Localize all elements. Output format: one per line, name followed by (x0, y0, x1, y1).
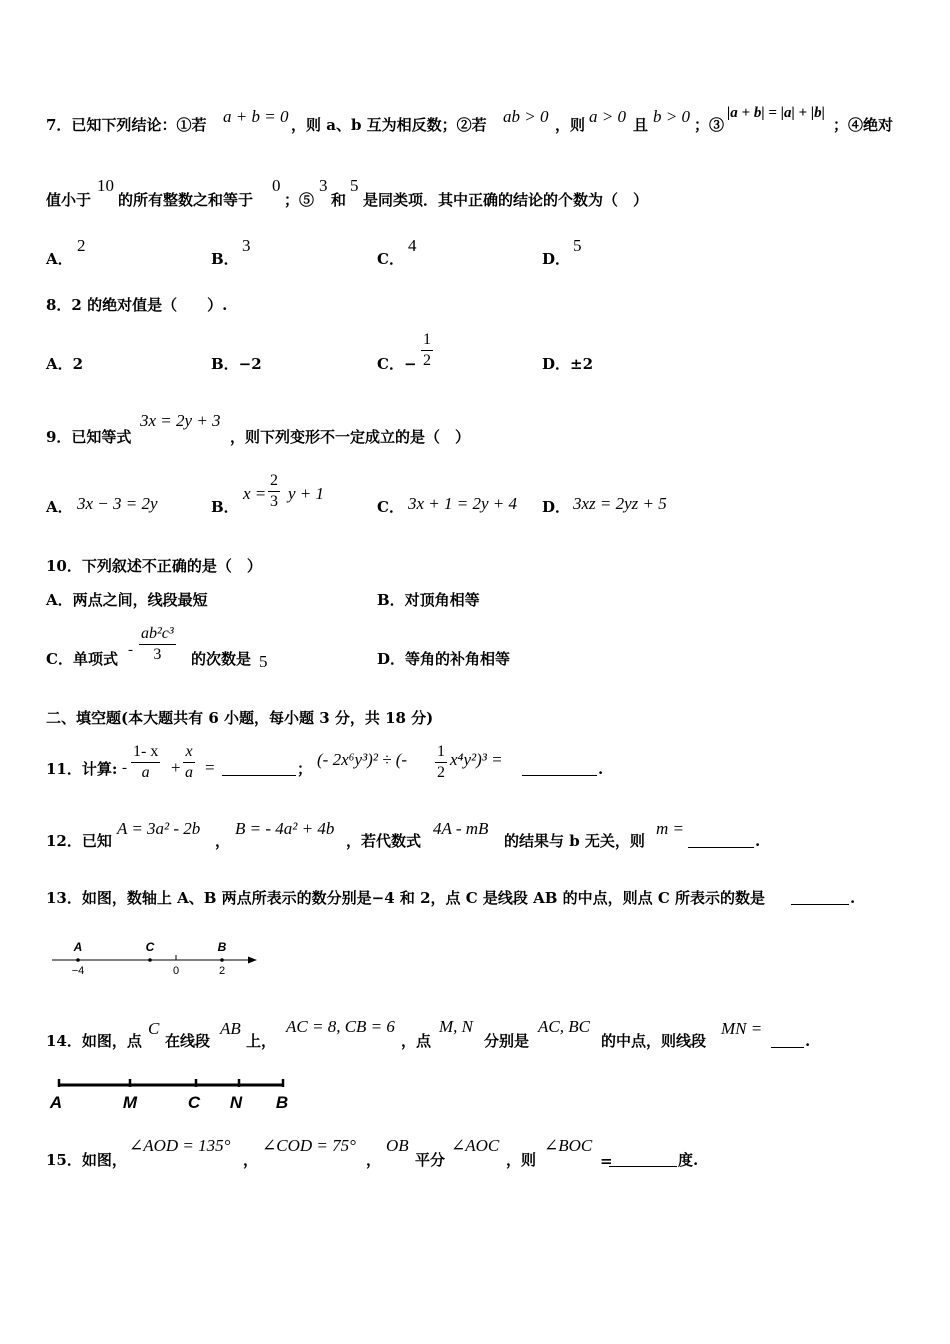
q7-math-1: a + b = 0 (223, 107, 289, 126)
q10-option-c-pre: C．单项式 (46, 650, 118, 668)
seg-label-c: C (187, 1093, 201, 1112)
q10-option-d: D．等角的补角相等 (377, 650, 511, 668)
q7-option-d-value: 5 (573, 236, 582, 255)
q8-option-d: D．±2 (542, 355, 594, 373)
number-line-figure (46, 936, 262, 978)
q12-end: . (755, 832, 761, 850)
q7-math-9: 5 (350, 176, 359, 195)
label-c: C (145, 940, 155, 954)
point-a-dot (76, 958, 80, 962)
q8-option-b: B．−2 (211, 355, 262, 373)
q11-answer-blank-1[interactable] (222, 775, 296, 776)
q9-option-d: 3xz = 2yz + 5 (573, 494, 667, 513)
q14-math-1: C (148, 1019, 160, 1038)
q9-option-a: 3x − 3 = 2y (77, 494, 158, 513)
q11-f3-denominator: 2 (437, 764, 445, 781)
q10-c-denominator: 3 (153, 646, 162, 663)
q8-option-c-label: C．− (377, 355, 417, 373)
q7-text-5: ；③ (694, 116, 725, 134)
q7-math-3: a > 0 (589, 107, 626, 126)
section-2-heading: 二、填空题(本大题共有 6 小题，每小题 3 分，共 18 分) (46, 709, 434, 727)
q7-text-7: 值小于 (46, 191, 92, 209)
q15-text-3: ，则 (506, 1151, 537, 1169)
label-a: A (73, 940, 83, 954)
q8-c-denominator: 2 (423, 352, 431, 369)
q14-text-2: 在线段 (165, 1032, 211, 1050)
q12-answer-blank[interactable] (688, 847, 754, 848)
segment-figure (46, 1074, 296, 1114)
q13-end: . (850, 889, 856, 907)
q9-text-2: ，则下列变形不一定成立的是（ ） (230, 428, 471, 446)
q12-text-1: 12．已知 (46, 832, 112, 850)
q14-math-3: AC = 8, CB = 6 (286, 1017, 395, 1036)
q7-math-8: 3 (319, 176, 328, 195)
point-c-dot (148, 958, 152, 962)
q15-end: 度. (678, 1151, 699, 1169)
q10-option-c-value: 5 (259, 652, 268, 671)
q9-option-b-fraction (268, 471, 280, 512)
q7-text-3: ，则 (555, 116, 586, 134)
q11-f1-numerator: 1- x (131, 742, 160, 763)
q15-comma-2: ， (366, 1151, 382, 1169)
q14-math-6: MN = (721, 1019, 763, 1038)
q12-math-4: m = (656, 819, 684, 838)
q7-text-11: 是同类项．其中正确的结论的个数为（ ） (363, 191, 649, 209)
q7-math-6: 10 (97, 176, 114, 195)
q15-math-2: ∠COD = 75° (262, 1136, 356, 1155)
q10-option-c-minus: - (128, 642, 133, 658)
q10-c-numerator: ab²c³ (139, 624, 176, 645)
seg-label-a: A (49, 1093, 63, 1112)
q11-fraction-3 (435, 742, 447, 783)
tick-label-0: 0 (172, 965, 180, 977)
q9-b-denominator: 3 (270, 493, 278, 510)
q10-stem: 10．下列叙述不正确的是（ ） (46, 557, 262, 575)
q14-text-4: ，点 (401, 1032, 432, 1050)
q14-answer-blank[interactable] (771, 1047, 804, 1048)
q12-text-3: 的结果与 b 无关，则 (504, 832, 645, 850)
q10-option-c-post: 的次数是 (191, 650, 252, 668)
q11-end: . (598, 760, 604, 778)
q14-text-5: 分别是 (484, 1032, 530, 1050)
q8-option-a: A．2 (46, 355, 84, 373)
q15-math-5: ∠BOC (544, 1136, 593, 1155)
q11-expr-2: (- 2x⁶y³)² ÷ (- (317, 750, 408, 769)
q9-option-c-label: C． (377, 498, 404, 516)
q10-option-c-fraction (139, 624, 176, 665)
q11-f2-denominator: a (185, 764, 193, 781)
q11-f1-denominator: a (141, 764, 150, 781)
q14-math-4: M, N (439, 1017, 473, 1036)
q15-text-2: 平分 (415, 1151, 446, 1169)
q14-text-3: 上， (246, 1032, 277, 1050)
q12-comma: ， (215, 832, 231, 850)
q11-fraction-2 (183, 742, 195, 783)
seg-label-n: N (229, 1093, 243, 1112)
q9-option-a-label: A． (46, 498, 73, 516)
q7-math-7: 0 (272, 176, 281, 195)
q7-text-4: 且 (633, 116, 649, 134)
q10-option-b: B．对顶角相等 (377, 591, 480, 609)
q9-option-d-label: D． (542, 498, 571, 516)
q15-text-1: 15．如图， (46, 1151, 127, 1169)
q7-option-b-label: B． (211, 250, 239, 268)
q13-text: 13．如图，数轴上 A、B 两点所表示的数分别是−4 和 2，点 C 是线段 AB 的中点，则点 C 所表示的数是 (46, 889, 766, 907)
label-b: B (217, 940, 227, 954)
q13-answer-blank[interactable] (791, 904, 849, 905)
q9-b-numerator: 2 (268, 471, 280, 492)
q11-f3-numerator: 1 (435, 742, 447, 763)
q7-option-a-label: A． (46, 250, 73, 268)
q9-option-c: 3x + 1 = 2y + 4 (408, 494, 518, 513)
q14-math-2: AB (220, 1019, 241, 1038)
q9-option-b-pre: x = (243, 484, 267, 503)
q7-text-6: ；④绝对 (833, 116, 894, 134)
q7-math-5: |a + b| = |a| + |b| (727, 105, 825, 121)
q15-math-3: OB (386, 1136, 409, 1155)
q12-math-1: A = 3a² - 2b (117, 819, 201, 838)
q14-text-6: 的中点，则线段 (601, 1032, 707, 1050)
q7-math-4: b > 0 (653, 107, 690, 126)
point-b-dot (220, 958, 224, 962)
q14-text-1: 14．如图，点 (46, 1032, 142, 1050)
q7-option-b-value: 3 (242, 236, 251, 255)
q7-option-c-label: C． (377, 250, 404, 268)
q11-plus: + (171, 758, 181, 777)
q7-option-a-value: 2 (77, 236, 86, 255)
q8-stem: 8．2 的绝对值是（ ）. (46, 296, 228, 314)
q15-math-4: ∠AOC (451, 1136, 500, 1155)
q7-option-c-value: 4 (408, 236, 417, 255)
q7-text-8: 的所有整数之和等于 (118, 191, 254, 209)
q11-fraction-1 (131, 742, 160, 783)
q14-end: . (805, 1032, 811, 1050)
q11-separator: ； (297, 760, 313, 778)
q7-text-1: 7．已知下列结论：①若 (46, 116, 207, 134)
q11-minus: - (122, 760, 127, 776)
q7-math-2: ab > 0 (503, 107, 549, 126)
q15-comma-1: ， (243, 1151, 259, 1169)
tick-label-2: 2 (218, 965, 226, 977)
q12-text-2: ，若代数式 (346, 832, 422, 850)
q14-math-5: AC, BC (538, 1017, 590, 1036)
q12-math-3: 4A - mB (433, 819, 489, 838)
q11-text-1: 11．计算: (46, 760, 118, 778)
q11-answer-blank-2[interactable] (522, 775, 597, 776)
q11-expr-2b: x⁴y²)³ = (450, 750, 503, 769)
q15-answer-blank[interactable] (609, 1166, 677, 1167)
q7-text-10: 和 (331, 191, 347, 209)
q11-equals: = (205, 758, 215, 777)
q15-equals: = (600, 1152, 613, 1170)
q8-c-numerator: 1 (421, 330, 433, 351)
q7-option-d-label: D． (542, 250, 571, 268)
q10-option-a: A．两点之间，线段最短 (46, 591, 208, 609)
q9-option-b-post: y + 1 (288, 484, 325, 503)
q8-option-c-fraction (421, 330, 433, 371)
q9-math-1: 3x = 2y + 3 (140, 411, 221, 430)
q15-math-1: ∠AOD = 135° (129, 1136, 231, 1155)
seg-label-b: B (275, 1093, 289, 1112)
q9-text-1: 9．已知等式 (46, 428, 132, 446)
seg-label-m: M (122, 1093, 138, 1112)
q7-text-2: ，则 a、b 互为相反数；②若 (291, 116, 487, 134)
q7-text-9: ；⑤ (284, 191, 315, 209)
q11-f2-numerator: x (183, 742, 195, 763)
number-line-arrow (248, 957, 257, 964)
q9-option-b-label: B． (211, 498, 239, 516)
q12-math-2: B = - 4a² + 4b (235, 819, 335, 838)
tick-label-neg4: −4 (71, 965, 85, 977)
